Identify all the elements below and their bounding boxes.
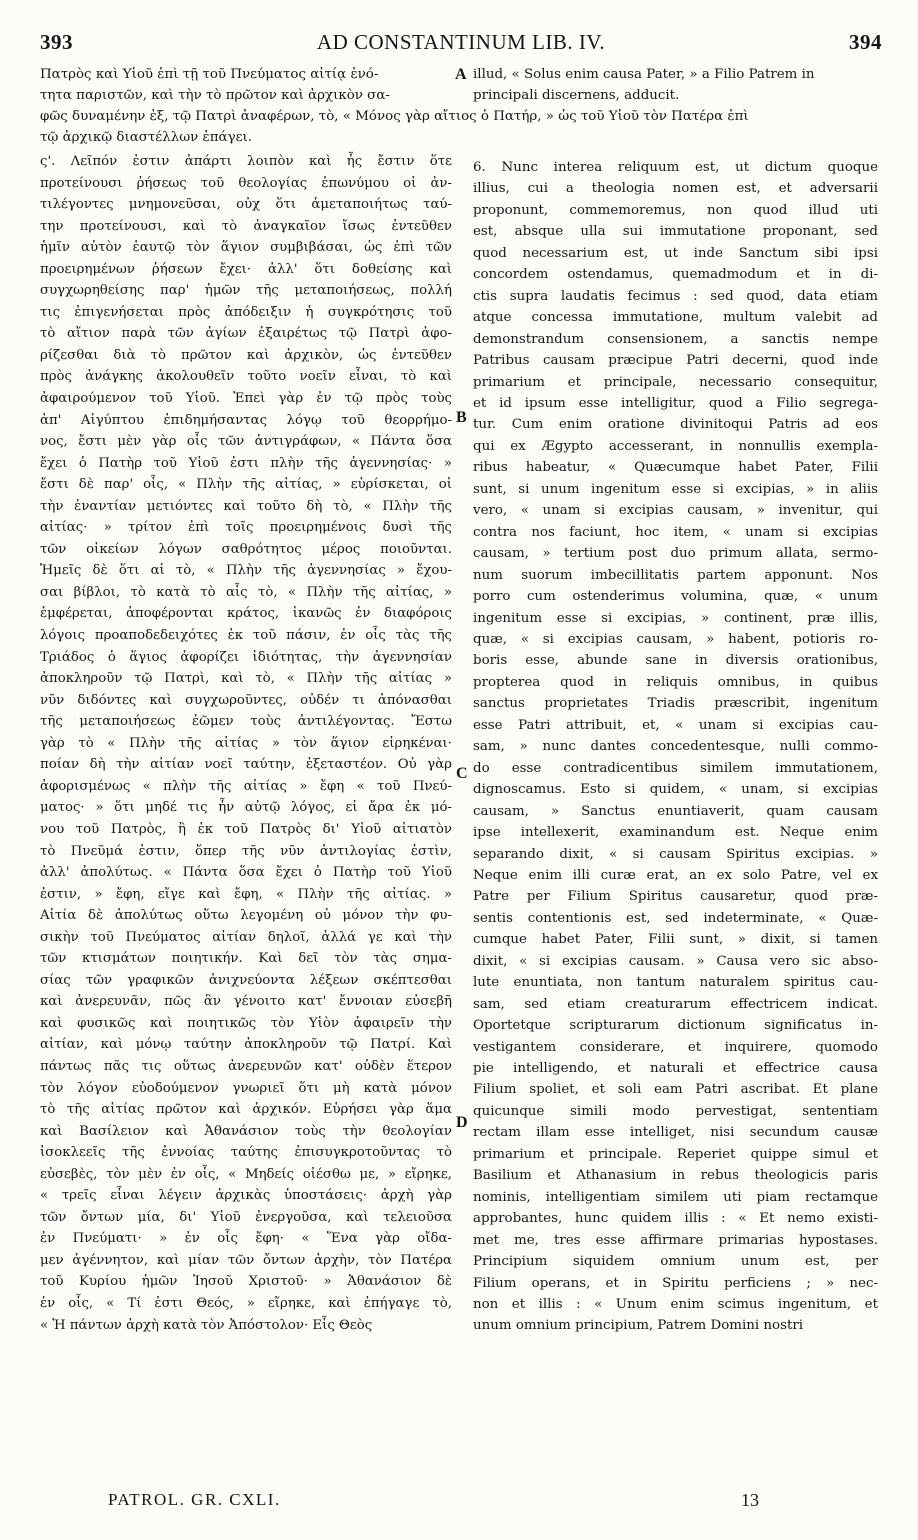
margin-letter-a: A <box>455 66 467 83</box>
text-line: Αἰτία δὲ ἀπολύτως οὕτω λεγομένη οὐ μόνον τὴν φυ- <box>40 908 452 924</box>
text-line: atque concessa immutatione, multum valebit ad <box>473 310 878 326</box>
text-line: causam, » tertium post duo primum allata, sermo- <box>473 546 878 562</box>
margin-letter-b: B <box>456 409 467 426</box>
text-line: τὸ τῆς αἰτίας πρῶτον καὶ ἀρχικόν. Εὑρήσει γὰρ ἅμα <box>40 1102 452 1118</box>
text-line: σίας τῶν γραφικῶν ἀνιχνεύοντα λέξεων σκέπτεσθαι <box>40 972 452 988</box>
text-line: primarium et principale, necessario consequitur, <box>473 374 878 390</box>
text-line: καὶ Βασίλειον καὶ Ἀθανάσιον τοὺς τὴν θεολογίαν <box>40 1123 452 1139</box>
text-line: approbantes, hunc quidem illis : « Et nemo existi- <box>473 1211 878 1227</box>
text-line: ς'. Λεῖπόν ἐστιν ἀπάρτι λοιπὸν καὶ ἧς ἔστιν ὅτε <box>40 154 452 169</box>
text-line: την προτείνουσι, καὶ τὸ ἀναγκαῖον ἴσως ἐντεῦθεν <box>40 218 452 234</box>
text-line: ἀφαιρούμενον τοῦ Υἱοῦ. Ἐπεὶ γὰρ ἐν τῷ πρὸς τοὺς <box>40 391 452 407</box>
text-line: boris esse, abunde sane in diversis orationibus, <box>473 653 878 669</box>
text-line: qui ex Ægypto accesserant, in nonnullis exempla- <box>473 438 878 454</box>
text-line: Patre per Filium Spiritus causaretur, quod præ- <box>473 889 878 905</box>
text-line: ἡμῖν αὐτὸν ἑαυτῷ τὸν ἅγιον συμβιβάσαι, ὡς ἐπὶ τῶν <box>40 240 452 256</box>
text-line: εὐσεβὲς, τὸν μὲν ἐν οἷς, « Μηδείς οἰέσθω με, » εἴρηκε, <box>40 1166 452 1182</box>
text-line: proponunt, commemoremus, non quod illud uti <box>473 202 878 218</box>
text-line: « Ἡ πάντων ἀρχὴ κατὰ τὸν Ἀπόστολον· Εἷς Θεὸς <box>40 1317 373 1333</box>
text-line: propterea quod in reliquis omnibus, in quibus <box>473 674 878 690</box>
text-line: ctis supra laudatis fecimus : sed quod, data etiam <box>473 288 878 304</box>
text-line: porro cum ostenderimus volumina, quæ, « unum <box>473 589 878 605</box>
text-line: Oportetque scripturarum dictionum significatus in- <box>473 1018 878 1034</box>
text-line: sentis contentionis est, sed indeterminate, « Quæ- <box>473 910 878 926</box>
text-line: 6. Nunc interea reliquum est, ut dictum quoque <box>473 160 878 175</box>
text-line: sunt, si unum ingenitum esse si excipias, » in aliis <box>473 481 878 497</box>
text-line: vestigantem considerare, et inquirere, quomodo <box>473 1039 878 1055</box>
text-line: sanctus proprietates Triadis præscribit, ingenitum <box>473 696 878 712</box>
running-title: AD CONSTANTINUM LIB. IV. <box>316 30 606 54</box>
text-line: τὸ αἴτιον παρὰ τῶν ἁγίων ἐξαιρέτως τῷ Πατρὶ ἀφο- <box>40 326 452 342</box>
text-line: concordem ostendamus, quemadmodum et in di- <box>473 267 878 283</box>
text-line: ἐν Πνεύματι· » ἐν οἷς ἔφη· « Ἕνα γὰρ οἴδα- <box>40 1231 452 1247</box>
text-line: Patribus causam præcipue Patri decerni, quod inde <box>473 353 878 369</box>
greek-line: τῷ ἀρχικῷ διαστέλλων ἐπάγει. <box>40 130 253 145</box>
footer-series: PATROL. GR. CXLI. <box>108 1490 281 1509</box>
text-line: λόγοις προαποδεδειχότες ἐκ τοῦ πάσιν, ἐν οἷς τὰς τῆς <box>40 628 452 644</box>
text-line: ἔχει ὁ Πατὴρ τοῦ Υἱοῦ ἐστι πλὴν τῆς ἀγεννησίας· » <box>40 455 452 471</box>
text-line: καὶ ἀνερευνᾶν, πῶς ἂν γένοιτο κατ' ἔννοιαν εὐσεβῆ <box>40 994 452 1010</box>
full-width-greek-line: φῶς δυναμένην ἐξ, τῷ Πατρὶ ἀναφέρων, τὸ, « Μόνος γὰρ αἴτιος ὁ Πατήρ, » ὡς τοῦ Υἱοῦ τὸν Πατέρα ἐπὶ <box>40 109 749 124</box>
text-line: τὴν ἐναντίαν μετιόντες καὶ τοῦτο δὴ τὸ, « Πλὴν τῆς <box>40 498 452 514</box>
text-line: et id ipsum esse intelligitur, quod a Filio segrega- <box>473 395 878 411</box>
text-line: τῶν οἰκείων λόγων σαθρότητος μέρος ποιοῦνται. <box>40 541 452 557</box>
text-line: Principium siquidem omnium unum est, per <box>473 1254 878 1270</box>
text-line: πάντως πᾶς τις οὕτως ἀνερευνῶν κατ' οὐδὲν ἕτερον <box>40 1058 452 1074</box>
text-line: dixit, « si excipias causam. » Causa vero sic abso- <box>473 953 878 969</box>
text-line: est, absque ulla sui immutatione proponant, sed <box>473 224 878 240</box>
text-line: Neque enim illi curæ erat, an ex solo Patre, vel ex <box>473 867 878 883</box>
top-latin-text <box>473 64 878 106</box>
text-line: do esse contradicentibus similem immutationem, <box>473 760 878 776</box>
text-line: αἰτίας· » τρίτον ἐπὶ τοῖς προειρημένοις δυσὶ τῆς <box>40 520 452 536</box>
text-line: νου τοῦ Πατρὸς, ἢ ἐκ τοῦ Πατρὸς δι' Υἱοῦ αἰτιατὸν <box>40 821 452 837</box>
text-line: αἰτίαν, καὶ μόνῳ ταύτην ἀποκληροῦν τῷ Πατρί. Καὶ <box>40 1037 452 1053</box>
text-line: τῶν κτισμάτων ποιητικήν. Καὶ δεῖ τὸν τὰς σημα- <box>40 951 452 967</box>
text-line: ποίαν δὴ τὴν αἰτίαν νοεῖ ταύτην, ἐξεταστέον. Οὐ γὰρ <box>40 757 452 773</box>
text-line: quæ, « si excipias causam, » habent, potioris ro- <box>473 631 878 647</box>
text-line: met me, tres esse affirmare primarias hypostases. <box>473 1232 878 1248</box>
text-line: τητα παριστῶν, καὶ τὴν τὸ πρῶτον καὶ ἀρχικὸν σα- <box>40 88 390 103</box>
text-line: γὰρ τὸ « Πλὴν τῆς αἰτίας » τὸν ἅγιον εἰρηκέναι· <box>40 735 452 751</box>
text-line: contra nos faciunt, hoc item, « unam si excipias <box>473 524 878 540</box>
text-line: causam, » Sanctus enuntiaverit, quam causam <box>473 803 878 819</box>
margin-letter-c: C <box>456 765 468 782</box>
text-line: σικὴν τοῦ Πνεύματος αἰτίαν δηλοῖ, ἀλλά γε καὶ τὴν <box>40 929 452 945</box>
text-line: ἀλλ' ἀπολύτως. « Πάντα ὅσα ἔχει ὁ Πατὴρ τοῦ Υἱοῦ <box>40 865 452 881</box>
text-line: συγχωρηθείσης παρ' ἡμῶν τῆς μεταποιήσεως, πολλή <box>40 283 452 299</box>
text-line: lute enuntiata, non tantum naturalem spiritus cau- <box>473 975 878 991</box>
text-line: ἐμφέρεται, ἀποφέρονται κράτος, ἱκανῶς ἐν διαφόροις <box>40 606 452 622</box>
text-line: illius, cui a theologia nomen est, et adversarii <box>473 181 878 197</box>
text-line: nominis, intelligentiam similem uti piam rectamque <box>473 1189 878 1205</box>
text-line: ἔστι δὲ παρ' οἷς, « Πλὴν τῆς αἰτίας, » εὑρίσκεται, οἱ <box>40 477 452 493</box>
text-line: Πατρὸς καὶ Υἱοῦ ἐπὶ τῇ τοῦ Πνεύματος αἰτίᾳ ἑνό- <box>40 67 379 82</box>
text-line: τὸ Πνεῦμά ἐστιν, ὅπερ τῆς νῦν ἀντιλογίας ἐστὶν, <box>40 843 452 859</box>
top-greek-text <box>40 64 452 106</box>
text-line: quicunque simili modo pervestigat, sententiam <box>473 1103 878 1119</box>
text-line: non et illis : « Unum enim scimus ingenitum, et <box>473 1297 878 1313</box>
text-line: quod necessarium est, ut inde Sanctum sibi ipsi <box>473 245 878 261</box>
footer-signature: 13 <box>741 1490 759 1510</box>
text-line: ἀπ' Αἰγύπτου ἐπιδημήσαντας λόγῳ τοῦ θεορρήμο- <box>40 412 452 428</box>
text-line: unum omnium principium, Patrem Domini nostri <box>473 1318 804 1334</box>
text-line: tur. Cum enim oratione divinitoqui Patris ad eos <box>473 417 878 433</box>
text-line: καὶ φυσικῶς καὶ ποιητικῶς τὸν Υἱὸν ἀφαιρεῖν τὴν <box>40 1015 452 1031</box>
text-line: Filium spoliet, et soli eam Patri ascribat. Et plane <box>473 1082 878 1098</box>
text-line: τῶν ὄντων μία, δι' Υἱοῦ ἐνεργοῦσα, καὶ τελειοῦσα <box>40 1209 452 1225</box>
text-line: ingenitum esse si excipias, » continent, præ illis, <box>473 610 878 626</box>
text-line: τῆς μεταποιήσεως ἐῶμεν τοὺς ἀντιλέγοντας. Ἔστω <box>40 714 452 730</box>
text-line: προτείνουσι ῥήσεως τοῦ θεολογίας ἐπωνύμου οἱ ἀν- <box>40 175 452 191</box>
text-line: sam, » nunc dantes concedentesque, nulli commo- <box>473 739 878 755</box>
text-line: pie intelligendo, et naturali et effectrice causa <box>473 1061 878 1077</box>
page-number-right: 394 <box>849 30 882 54</box>
page-header <box>40 30 882 60</box>
text-line: cumque habet Pater, Filii sunt, » dixit, si tamen <box>473 932 878 948</box>
text-line: ἰσοκλεεῖς τῆς ἐννοίας ταύτης ἐπισυγκροτοῦντας τὸ <box>40 1145 452 1161</box>
text-line: Filium operans, et in Spiritu perficiens ; » nec- <box>473 1275 878 1291</box>
text-line: τοῦ Κυρίου ἡμῶν Ἰησοῦ Χριστοῦ· » Ἀθανάσιον δὲ <box>40 1274 452 1290</box>
text-line: ἀφορισμένως « πλὴν τῆς αἰτίας » ἔφη « τοῦ Πνεύ- <box>40 778 452 794</box>
text-line: νος, ἔστι μὲν γὰρ οἷς τῶν ἀντιγράφων, « Πάντα ὅσα <box>40 434 452 450</box>
text-line: σαι βίβλοι, τὸ κατὰ τὸ αἷς τὸ, « Πλὴν τῆς αἰτίας, » <box>40 584 452 600</box>
text-line: ribus habeatur, « Quæcumque habet Pater, Filii <box>473 460 878 476</box>
text-line: ματος· » ὅτι μηδέ τις ἦν αὐτῷ λόγος, εἰ ἄρα ἐκ μό- <box>40 800 452 816</box>
text-line: τις ἐπιγενήσεται πρὸς ἀπόδειξιν ἡ συγκρότησις τοῦ <box>40 304 452 320</box>
text-line: νῦν διδόντες καὶ συγχωροῦντες, οὐδέν τι ἀπόνασθαι <box>40 692 452 708</box>
text-line: num suorum imbecillitatis partem apponunt. Nos <box>473 567 878 583</box>
text-line: ἐστιν, » ἔφη, εἴγε καὶ ἔφη, « Πλὴν τῆς αἰτίας. » <box>40 886 452 902</box>
text-line: separando dixit, « si causam Spiritus excipias. » <box>473 846 878 862</box>
text-line: rectam illam esse intelliget, nisi secundum causæ <box>473 1125 878 1141</box>
greek-column <box>40 151 452 1336</box>
text-line: Basilium et Athanasium in rebus theologicis paris <box>473 1168 878 1184</box>
text-line: πρὸς ἀνάγκης ἀκολουθεῖν τοῦτο νοεῖν εἶναι, τὸ καὶ <box>40 369 452 385</box>
text-line: Τριάδος ὁ ἅγιος ἀφορίζει ἰδιότητας, τὴν ἀγεννησίαν <box>40 649 452 665</box>
text-line: primarium et principale. Reperiet quippe simul et <box>473 1146 878 1162</box>
text-line: ἀποκληροῦν τῷ Πατρὶ, καὶ τὸ, « Πλὴν τῆς αἰτίας » <box>40 671 452 687</box>
text-line: ρίζεσθαι διὰ τὸ πρῶτον καὶ ἀρχικὸν, ὡς ἐντεῦθεν <box>40 347 452 363</box>
text-line: dignoscamus. Esto si quidem, « unam, si excipias <box>473 782 878 798</box>
text-line: sam, sed etiam creaturarum effectricem indicat. <box>473 996 878 1012</box>
text-line: illud, « Solus enim causa Pater, » a Filio Patrem in <box>473 67 815 82</box>
text-line: vero, « unam si excipias causam, » invenitur, qui <box>473 503 878 519</box>
text-line: μεν ἀγέννητον, καὶ μίαν τῶν ὄντων ἀρχὴν, τὸν Πατέρα <box>40 1252 452 1268</box>
text-line: τὸν λόγον εὐοδούμενον γνωριεῖ ὅτι μὴ κατὰ μόνον <box>40 1080 452 1096</box>
margin-letter-d: D <box>456 1114 468 1131</box>
text-line: « τρεῖς εἶναι λέγειν ἀρχικὰς ὑποστάσεις· ἀρχὴ γὰρ <box>40 1188 452 1204</box>
page-number-left: 393 <box>40 30 73 54</box>
text-line: Ἡμεῖς δὲ ὅτι αἱ τὸ, « Πλὴν τῆς ἀγεννησίας » ἔχου- <box>40 563 452 579</box>
text-line: ipse intellexerit, examinandum est. Neque enim <box>473 825 878 841</box>
text-line: principali discernens, adducit. <box>473 88 680 103</box>
text-line: ἐν οἷς, « Τί ἐστι Θεός, » εἴρηκε, καὶ ἐπήγαγε τὸ, <box>40 1295 452 1311</box>
latin-column <box>473 157 878 1337</box>
text-line: προειρημένων ῥήσεων ἔχει· ἀλλ' ὅτι δοθείσης καὶ <box>40 261 452 277</box>
text-line: demonstrandum consensionem, a sanctis nempe <box>473 331 878 347</box>
text-line: τιλέγοντες μνημονεῦσαι, οὐχ ὅτι ἀμεταποιήτως ταύ- <box>40 197 452 213</box>
text-line: esse Patri attribuit, et, « unam si excipias cau- <box>473 717 878 733</box>
